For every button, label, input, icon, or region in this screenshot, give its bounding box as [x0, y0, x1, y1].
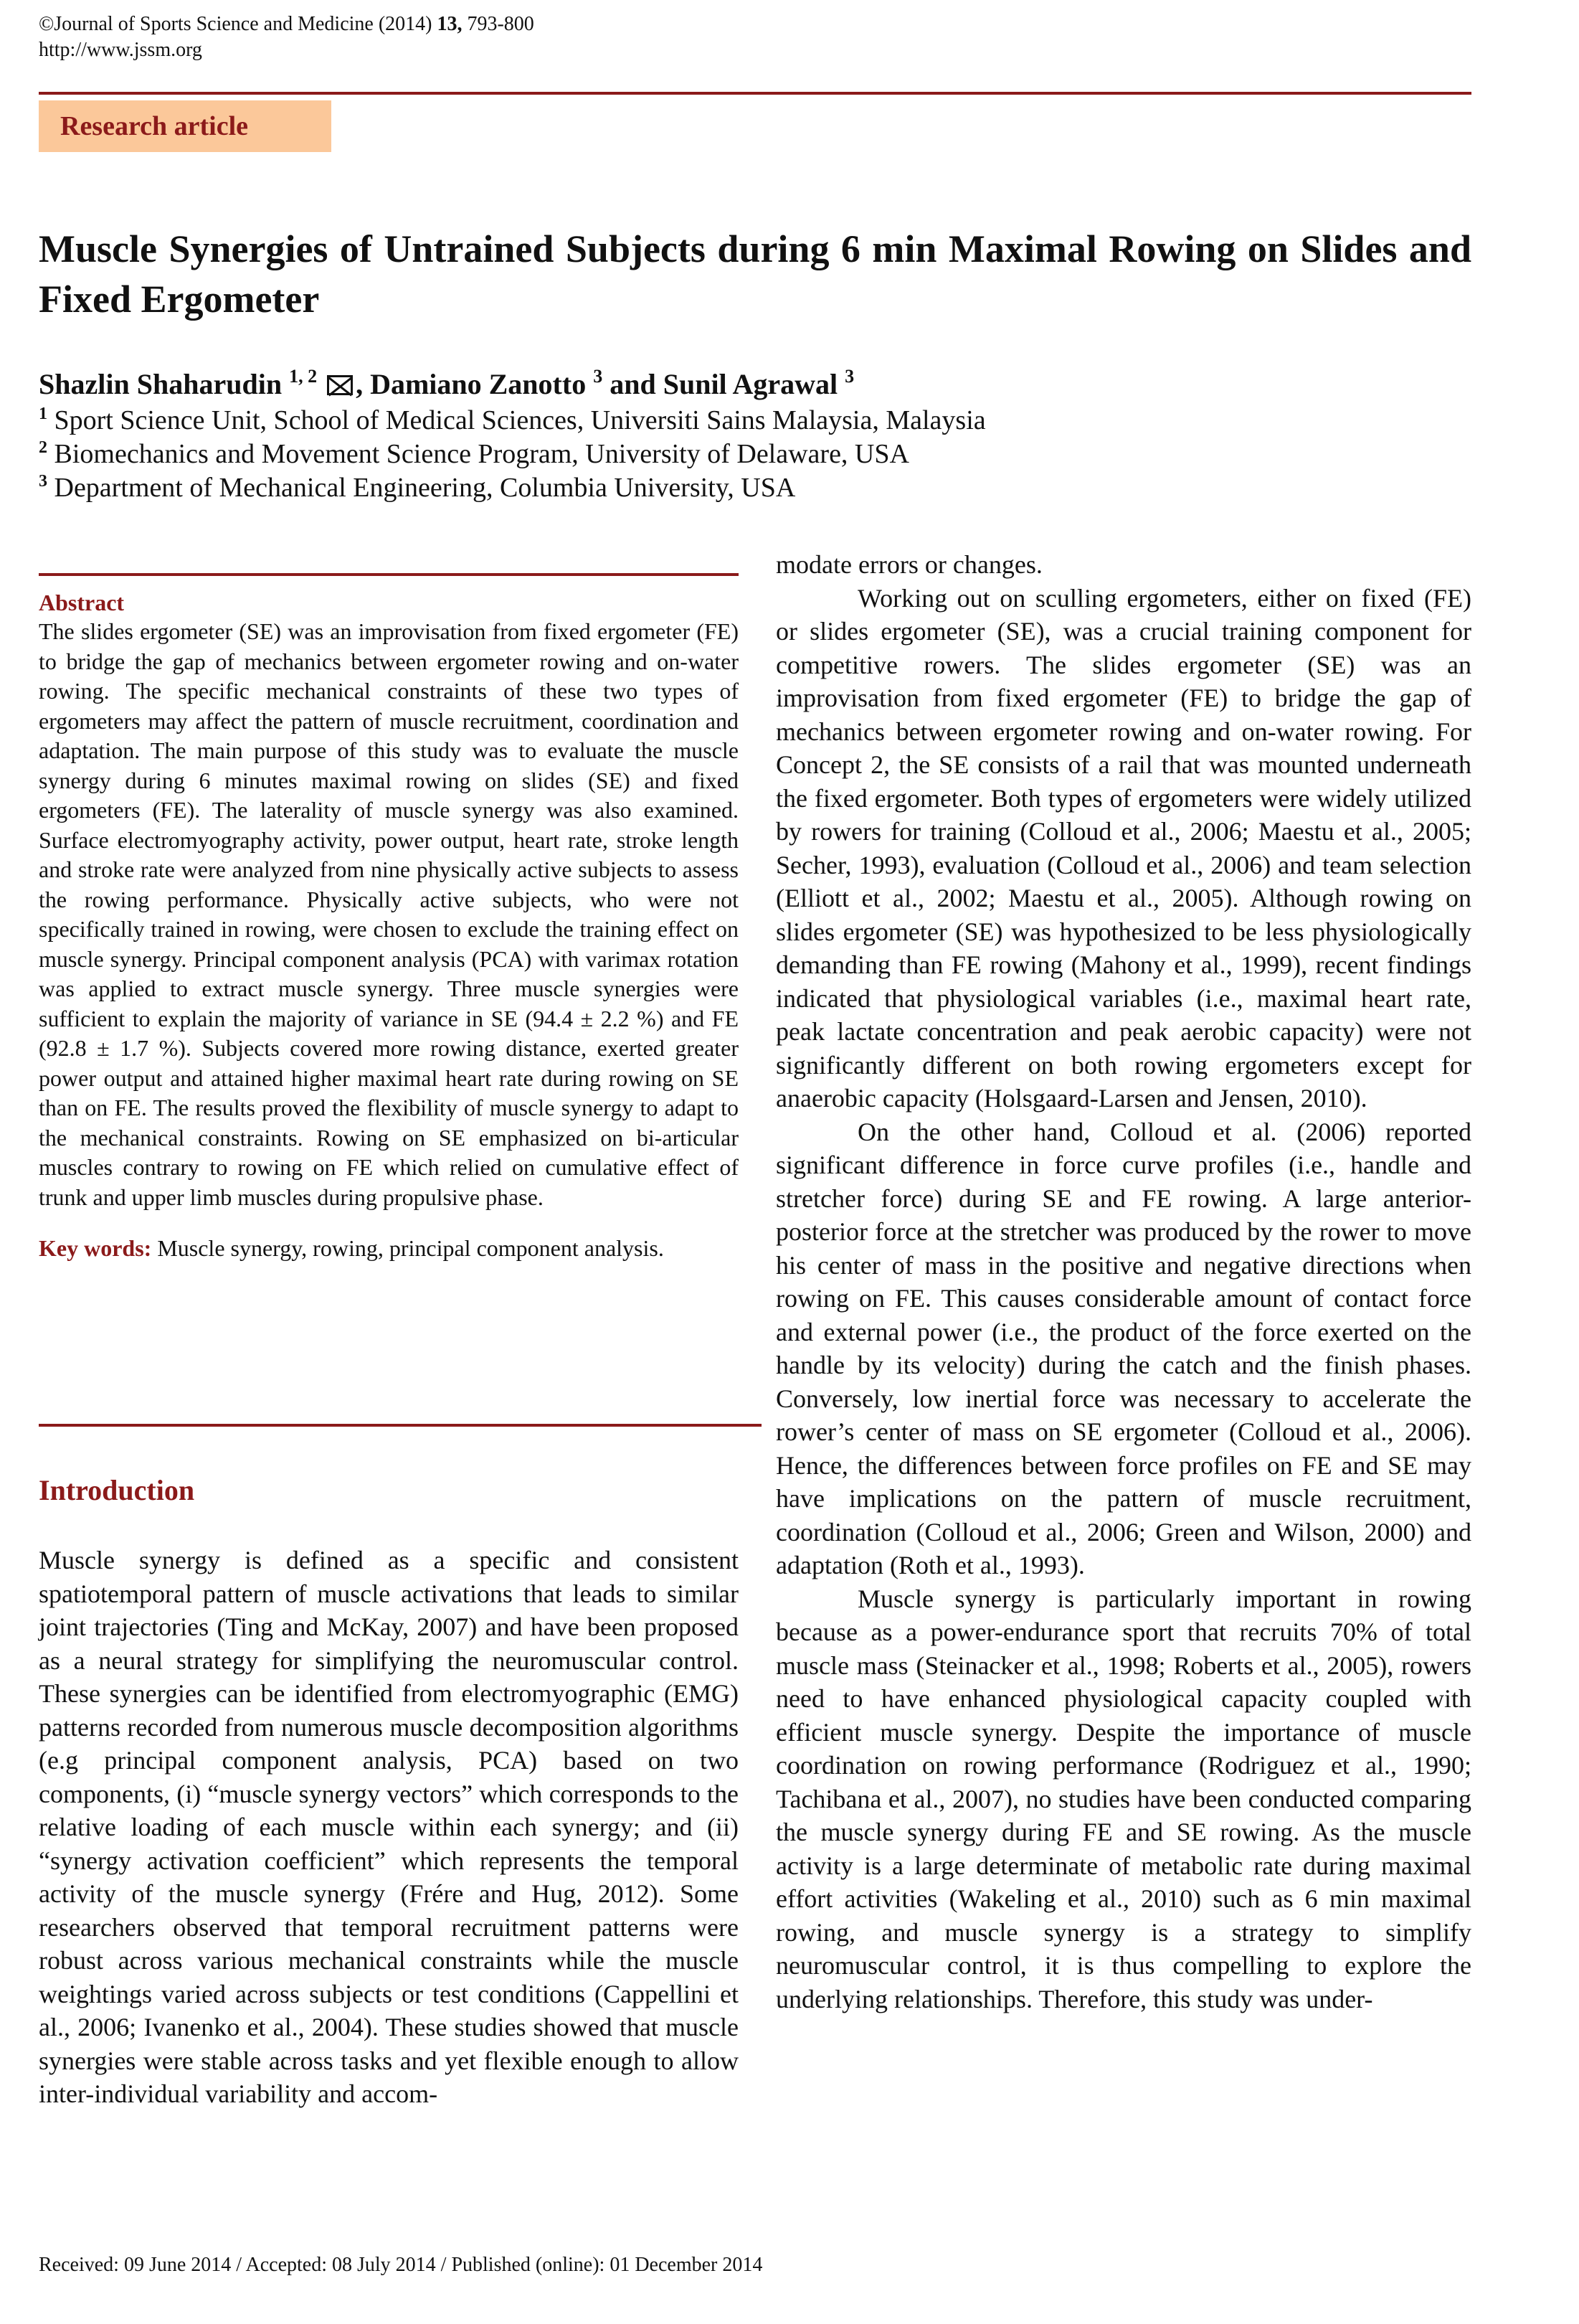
- publication-dates: Received: 09 June 2014 / Accepted: 08 July 2014 / Published (online): 01 December 2014: [39, 2254, 763, 2276]
- abstract-top-rule: [39, 573, 739, 576]
- introduction-heading: Introduction: [39, 1474, 195, 1506]
- author-affiliation-mark: 1, 2: [289, 366, 318, 387]
- affiliation-text: Department of Mechanical Engineering, Columbia University, USA: [54, 473, 796, 503]
- intro-paragraph: Working out on sculling ergometers, either on fixed (FE) or slides ergometer (SE), was a crucial training component for competitive rowers. The slides ergometer (SE) was an improvisation from fixed ergometer (FE) to bridge the gap of mechanics between ergometer rowing and on-water rowing. For Concept 2, the SE consists of a rail that was mounted underneath the fixed ergometer. Both types of ergometers were widely utilized by rowers for training (Colloud et al., 2006; Maestu et al., 2005; Secher, 1993), evaluation (Colloud et al., 2006) and team selection (Elliott et al., 2002; Maestu et al., 2005). Although rowing on slides ergometer (SE) was hypothesized to be less physiologically demanding than FE rowing (Mahony et al., 1999), recent findings indicated that physiological variables (i.e., maximal heart rate, peak lactate concentration and peak aerobic capacity) were not significantly different on both rowing ergometers except for anaerobic capacity (Holsgaard-Larsen and Jensen, 2010).: [776, 583, 1471, 1113]
- article-type-label: Research article: [60, 111, 249, 141]
- abstract-text: The slides ergometer (SE) was an improvisation from fixed ergometer (FE) to bridge the gap of mechanics between ergometer rowing and on-water rowing. The specific mechanical constraints of these two types of ergometers may affect the pattern of muscle recruitment, coordination and adaptation. The main purpose of this study was to evaluate the muscle synergy during 6 minutes maximal rowing on slides (SE) and fixed ergometers (FE). The laterality of muscle synergy was also examined. Surface electromyography activity, power output, heart rate, stroke length and stroke rate were analyzed from nine physically active subjects to assess the rowing performance. Physically active subjects, who were not specifically trained in rowing, were chosen to exclude the training effect on muscle synergy. Principal component analysis (PCA) with varimax rotation was applied to extract muscle synergy. Three muscle synergies were sufficient to explain the majority of variance in SE (94.4 ± 2.2 %) and FE (92.8 ± 1.7 %). Subjects covered more rowing distance, exerted greater power output and attained higher maximal heart rate during rowing on SE than on FE. The results proved the flexibility of muscle synergy to adapt to the mechanical constraints. Rowing on SE emphasized on bi-articular muscles contrary to rowing on FE which relied on cumulative effect of trunk and upper limb muscles during propulsive phase.: [39, 618, 739, 1210]
- affiliation: [39, 471, 795, 504]
- intro-paragraph: Muscle synergy is particularly important in rowing because as a power-endurance sport that recruits 70% of total muscle mass (Steinacker et al., 1998; Roberts et al., 2005), rowers need to have enhanced physiological capacity coupled with efficient muscle synergy. Despite the importance of muscle coordination on rowing performance (Rodriguez et al., 1990; Tachibana et al., 2007), no studies have been conducted comparing the muscle synergy during FE and SE rowing. As the muscle activity is a large determinate of metabolic rate during maximal effort activities (Wakeling et al., 2010) such as 6 min maximal rowing, and muscle synergy is a strategy to simplify neuromuscular control, it is thus compelling to explore the underlying relationships. Therefore, this study was under-: [776, 1584, 1471, 2013]
- journal-citation: [39, 11, 534, 37]
- intro-paragraph: Muscle synergy is defined as a specific and consistent spatiotemporal pattern of muscle activations that leads to similar joint trajectories (Ting and McKay, 2007) and have been proposed as a neural strategy for simplifying the neuromuscular control. These synergies can be identified from electromyographic (EMG) patterns recorded from numerous muscle decomposition algorithms (e.g principal component analysis, PCA) based on two components, (i) “muscle synergy vectors” which corresponds to the relative loading of each muscle within each synergy; and (ii) “synergy activation coefficient” which represents the temporal activity of the muscle synergy (Frére and Hug, 2012). Some researchers observed that temporal recruitment patterns were robust across various mechanical constraints while the muscle weightings varied across subjects or test conditions (Cappellini et al., 2006; Ivanenko et al., 2004). These studies showed that muscle synergies were stable across tasks and yet flexible enough to allow inter-individual variability and accom-: [39, 1546, 739, 2108]
- right-column-body: [776, 548, 1471, 2016]
- author-list: Shazlin Shaharudin $^{1, 2}$ , Damiano Zanotto $^3$ and Sunil Agrawal $^3$: [39, 366, 855, 400]
- article-type-badge: [39, 100, 331, 152]
- journal-volume: 13,: [437, 13, 463, 35]
- email-envelope-icon[interactable]: [327, 375, 353, 395]
- article-title: Muscle Synergies of Untrained Subjects during 6 min Maximal Rowing on Slides and Fixed Ergometer: [39, 227, 1471, 321]
- author-affiliation-mark: 3: [845, 366, 855, 387]
- abstract-bottom-rule: [39, 1424, 762, 1427]
- left-column-body: [39, 1544, 739, 2111]
- journal-name: ©Journal of Sports Science and Medicine (2014): [39, 13, 432, 35]
- affiliation-number: 3: [39, 472, 47, 491]
- journal-url[interactable]: http://www.jssm.org: [39, 39, 202, 61]
- abstract-heading: Abstract: [39, 590, 125, 615]
- abstract-section: [39, 588, 739, 1264]
- keywords: [39, 1234, 739, 1264]
- affiliation-number: 2: [39, 438, 47, 457]
- header-rule: [39, 92, 1471, 95]
- journal-header: [39, 11, 534, 63]
- author-connector: and: [610, 368, 656, 400]
- keywords-text: Muscle synergy, rowing, principal component analysis.: [157, 1235, 664, 1261]
- affiliation: [39, 404, 986, 437]
- intro-paragraph-continuation: modate errors or changes.: [776, 550, 1043, 579]
- intro-paragraph: On the other hand, Colloud et al. (2006) reported significant difference in force curve profiles (i.e., handle and stretcher force) during SE and FE rowing. A large anterior-posterior force at the stretcher was produced by the rower to move his center of mass in the positive and negative directions when rowing on FE. This causes considerable amount of contact force and external power (i.e., the product of the force exerted on the handle by its velocity) during the catch and the finish phases. Conversely, low inertial force was necessary to accelerate the rower’s center of mass on SE ergometer (Colloud et al., 2006). Hence, the differences between force profiles on FE and SE may have implications on the pattern of muscle recruitment, coordination (Colloud et al., 2006; Green and Wilson, 2000) and adaptation (Roth et al., 1993).: [776, 1117, 1471, 1579]
- affiliation-text: Sport Science Unit, School of Medical Sciences, Universiti Sains Malaysia, Malaysia: [54, 405, 986, 435]
- affiliation-number: 1: [39, 405, 47, 423]
- author-name: Sunil Agrawal: [663, 368, 838, 400]
- affiliation: [39, 438, 909, 471]
- keywords-label: Key words:: [39, 1235, 152, 1261]
- author-name: Damiano Zanotto: [370, 368, 587, 400]
- author-name: Shazlin Shaharudin: [39, 368, 283, 400]
- author-affiliation-mark: 3: [593, 366, 603, 387]
- affiliation-text: Biomechanics and Movement Science Program, University of Delaware, USA: [54, 439, 909, 469]
- journal-pages: 793-800: [467, 13, 534, 35]
